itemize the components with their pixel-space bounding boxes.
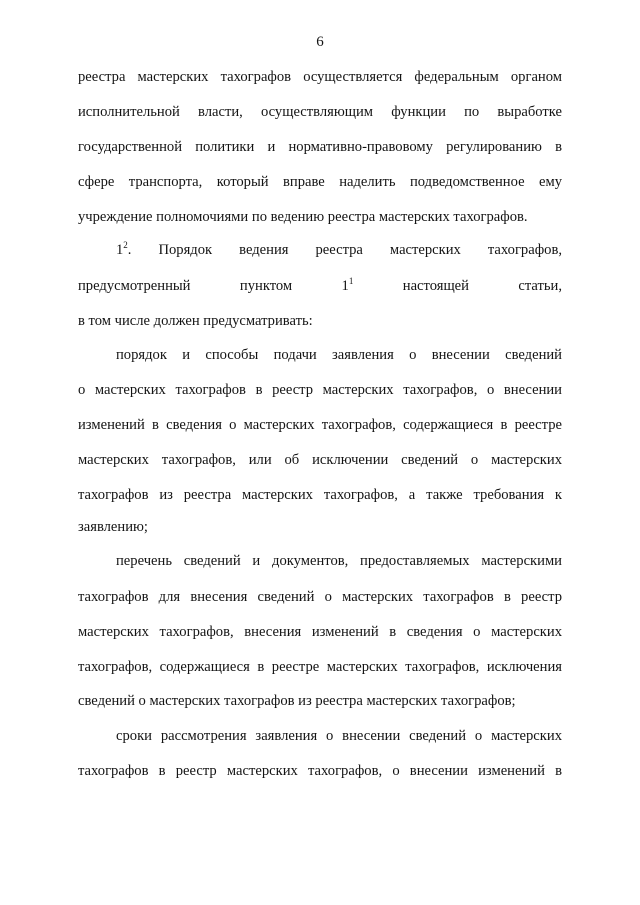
text-line: мастерских тахографов, внесения изменений в сведения о мастерских <box>78 624 562 640</box>
page-number: 6 <box>316 34 324 50</box>
item-number: $1^2$ <box>116 240 128 258</box>
text-line: тахографов для внесения сведений о мастерских тахографов в реестр <box>78 589 562 605</box>
text-line: предусмотренный пунктом $1^1$ настоящей статьи, <box>78 276 562 294</box>
text-line: исполнительной власти, осуществляющим функции по выработке <box>78 104 562 120</box>
text-line: о мастерских тахографов в реестр мастерских тахографов, о внесении <box>78 382 562 398</box>
text-line: порядок и способы подачи заявления о внесении сведений <box>116 347 562 363</box>
text-line: сфере транспорта, который вправе наделить подведомственное ему <box>78 174 562 190</box>
text-line: в том числе должен предусматривать: <box>78 313 313 329</box>
text-line: сроки рассмотрения заявления о внесении сведений о мастерских <box>116 728 562 744</box>
text-line: тахографов, содержащиеся в реестре мастерских тахографов, исключения <box>78 659 562 675</box>
text-line: мастерских тахографов, или об исключении сведений о мастерских <box>78 452 562 468</box>
text-line: изменений в сведения о мастерских тахографов, содержащиеся в реестре <box>78 417 562 433</box>
item-heading-line: $1^2$. Порядок ведения реестра мастерских тахографов, <box>116 240 562 258</box>
text-line: реестра мастерских тахографов осуществляется федеральным органом <box>78 69 562 85</box>
text-line: перечень сведений и документов, предоставляемых мастерскими <box>116 553 562 569</box>
text-line: учреждение полномочиями по ведению реестра мастерских тахографов. <box>78 209 528 225</box>
text-line: государственной политики и нормативно-правовому регулированию в <box>78 139 562 155</box>
text-line: заявлению; <box>78 519 148 535</box>
text-line: тахографов в реестр мастерских тахографов, о внесении изменений в <box>78 763 562 779</box>
text-line: тахографов из реестра мастерских тахографов, а также требования к <box>78 487 562 503</box>
text-line: сведений о мастерских тахографов из реестра мастерских тахографов; <box>78 693 516 709</box>
